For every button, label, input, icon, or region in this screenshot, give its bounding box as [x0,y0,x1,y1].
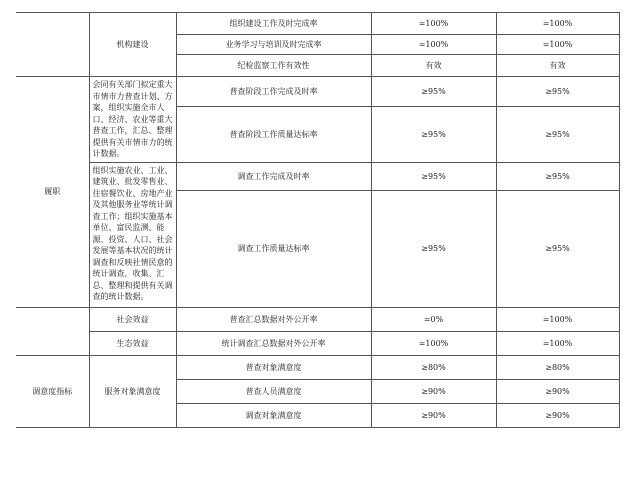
target-value-cell: =100% [371,13,496,35]
secondary-indicator-cell: 服务对象满意度 [89,355,176,427]
duty-category-cell: 履职 [16,77,89,308]
table-row [16,355,619,379]
indicator-cell: 纪检监察工作有效性 [176,55,371,77]
target-value-cell: ≥95% [371,107,496,162]
indicator-cell: 普查人员满意度 [176,379,371,403]
target-value-cell: ≥95% [371,77,496,107]
target-value-cell: =100% [371,35,496,55]
target-value-cell: =100% [371,331,496,355]
survey-duty-description: 组织实施农业、工业、建筑业、批发零售业、住宿餐饮业、房地产业及其他服务业等统计调查工作；组织实施基本单位、富民监测、能源、投资、人口、社会发展等基本状况的统计调查和反映社情民意的统计调查，收集、汇总、整理和提供有关调查的统计数据。 [89,162,176,307]
actual-value-cell: ≥95% [496,77,619,107]
actual-value-cell: =100% [496,331,619,355]
table-row [16,331,619,355]
table-row [16,307,619,331]
target-value-cell: ≥95% [371,162,496,190]
indicator-cell: 调查工作完成及时率 [176,162,371,190]
target-value-cell: ≥90% [371,379,496,403]
actual-value-cell: ≥95% [496,190,619,307]
table-row [16,162,619,190]
actual-value-cell: ≥80% [496,355,619,379]
indicator-cell: 普查汇总数据对外公开率 [176,307,371,331]
target-value-cell: =0% [371,307,496,331]
indicator-cell: 统计调查汇总数据对外公开率 [176,331,371,355]
actual-value-cell: ≥90% [496,379,619,403]
empty-cell [16,13,89,77]
indicator-cell: 业务学习与培训及时完成率 [176,35,371,55]
actual-value-cell: 有效 [496,55,619,77]
actual-value-cell: ≥95% [496,107,619,162]
census-duty-description: 会同有关部门拟定重大市情市力普查计划、方案，组织实施全市人口、经济、农业等重大普查工作，汇总、整理提供有关市情市力的统计数据。 [89,77,176,163]
satisfaction-category-cell: 调意度指标 [16,355,89,427]
target-value-cell: ≥80% [371,355,496,379]
actual-value-cell: =100% [496,307,619,331]
target-value-cell: ≥90% [371,403,496,427]
performance-indicator-table [16,12,620,428]
indicator-cell: 调查工作质量达标率 [176,190,371,307]
indicator-cell: 调查对象满意度 [176,403,371,427]
indicator-cell: 普查阶段工作完成及时率 [176,77,371,107]
actual-value-cell: ≥95% [496,162,619,190]
table-row [16,13,619,35]
target-value-cell: 有效 [371,55,496,77]
secondary-indicator-cell: 社会效益 [89,307,176,331]
indicator-cell: 普查阶段工作质量达标率 [176,107,371,162]
target-value-cell: ≥95% [371,190,496,307]
indicator-cell: 组织建设工作及时完成率 [176,13,371,35]
indicator-cell: 普查对象满意度 [176,355,371,379]
secondary-indicator-cell: 机构建设 [89,13,176,77]
actual-value-cell: ≥90% [496,403,619,427]
table-row [16,77,619,107]
secondary-indicator-cell: 生态效益 [89,331,176,355]
empty-cell [16,307,89,355]
actual-value-cell: =100% [496,13,619,35]
actual-value-cell: =100% [496,35,619,55]
